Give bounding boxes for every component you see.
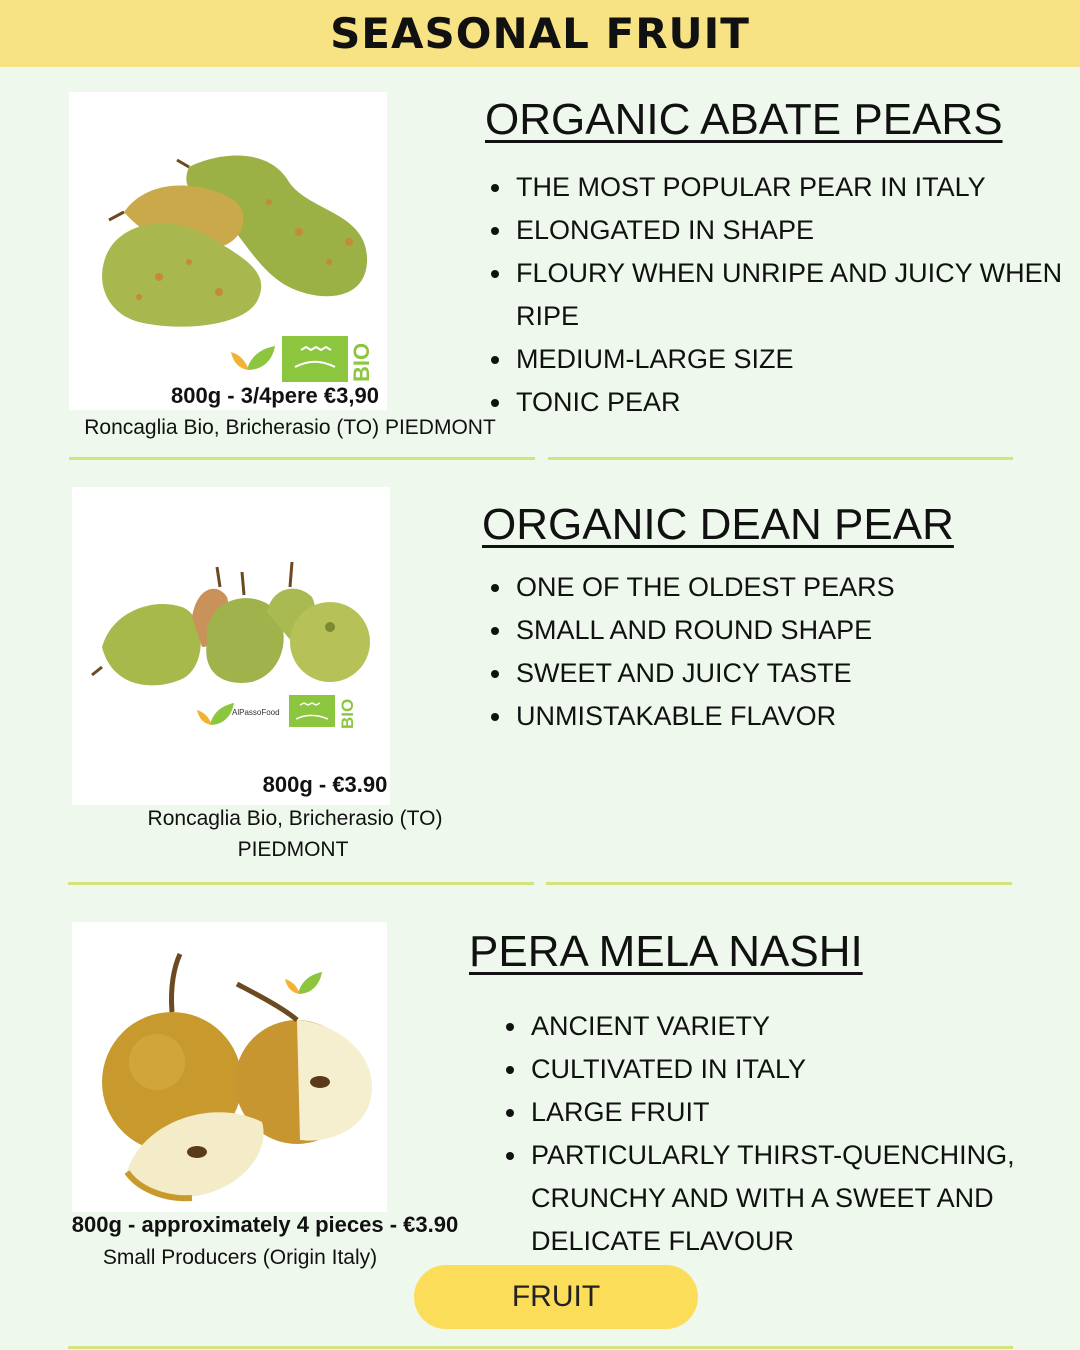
bio-badge-text: BIO: [349, 342, 374, 382]
abate-pears-photo: [69, 92, 387, 410]
bio-badge-text: BIO: [338, 698, 357, 729]
producer-label: Small Producers (Origin Italy): [102, 1246, 378, 1269]
price-label: 800g - 3/4pere €3,90: [171, 383, 379, 408]
list-item: • UNMISTAKABLE FLAVOR: [514, 695, 1074, 738]
list-item: • ONE OF THE OLDEST PEARS: [514, 566, 1074, 609]
header-banner: [0, 0, 1080, 67]
divider: [68, 1346, 1013, 1349]
pear-illustration: [92, 562, 370, 685]
product-features-list: [486, 166, 1080, 424]
divider: [546, 882, 1012, 885]
price-label: 800g - approximately 4 pieces - €3.90: [71, 1212, 459, 1237]
leaf-logo-icon: [197, 703, 234, 725]
list-item: • LARGE FRUIT: [529, 1091, 1029, 1134]
dean-pear-photo: [72, 487, 390, 805]
list-item: • ELONGATED IN SHAPE: [514, 209, 1080, 252]
list-item: • FLOURY WHEN UNRIPE AND JUICY WHEN RIPE: [514, 252, 1080, 338]
list-item: • CULTIVATED IN ITALY: [529, 1048, 1029, 1091]
pear-illustration: [102, 156, 367, 327]
product-title: PERA MELA NASHI: [469, 927, 863, 976]
producer-label: Roncaglia Bio, Bricherasio (TO): [147, 807, 443, 830]
product-title: ORGANIC ABATE PEARS: [485, 95, 1003, 144]
producer-label: PIEDMONT: [237, 838, 349, 861]
list-item: • SWEET AND JUICY TASTE: [514, 652, 1074, 695]
product-title: ORGANIC DEAN PEAR: [482, 500, 954, 549]
list-item: • TONIC PEAR: [514, 381, 1080, 424]
nashi-pear-photo: [72, 922, 387, 1212]
page-title: SEASONAL FRUIT: [330, 9, 750, 58]
divider: [548, 457, 1013, 460]
fruit-category-button[interactable]: FRUIT: [414, 1265, 698, 1329]
product-features-list: [486, 566, 1074, 738]
divider: [68, 882, 534, 885]
product-features-list: [501, 1005, 1029, 1263]
producer-label: Roncaglia Bio, Bricherasio (TO) PIEDMONT: [84, 416, 496, 439]
leaf-logo-icon: [285, 972, 322, 994]
price-label: 800g - €3.90: [262, 772, 388, 797]
list-item: • SMALL AND ROUND SHAPE: [514, 609, 1074, 652]
divider: [69, 457, 535, 460]
list-item: • ANCIENT VARIETY: [529, 1005, 1029, 1048]
list-item: • PARTICULARLY THIRST-QUENCHING, CRUNCHY AND WITH A SWEET AND DELICATE FLAVOUR: [529, 1134, 1029, 1263]
list-item: • MEDIUM-LARGE SIZE: [514, 338, 1080, 381]
pear-illustration: [102, 954, 372, 1198]
list-item: • THE MOST POPULAR PEAR IN ITALY: [514, 166, 1080, 209]
eu-organic-badge-icon: [282, 336, 348, 382]
leaf-logo-icon: [231, 346, 275, 370]
eu-organic-badge-icon: [289, 695, 335, 727]
brand-logo-text: AlPassoFood: [232, 708, 280, 717]
